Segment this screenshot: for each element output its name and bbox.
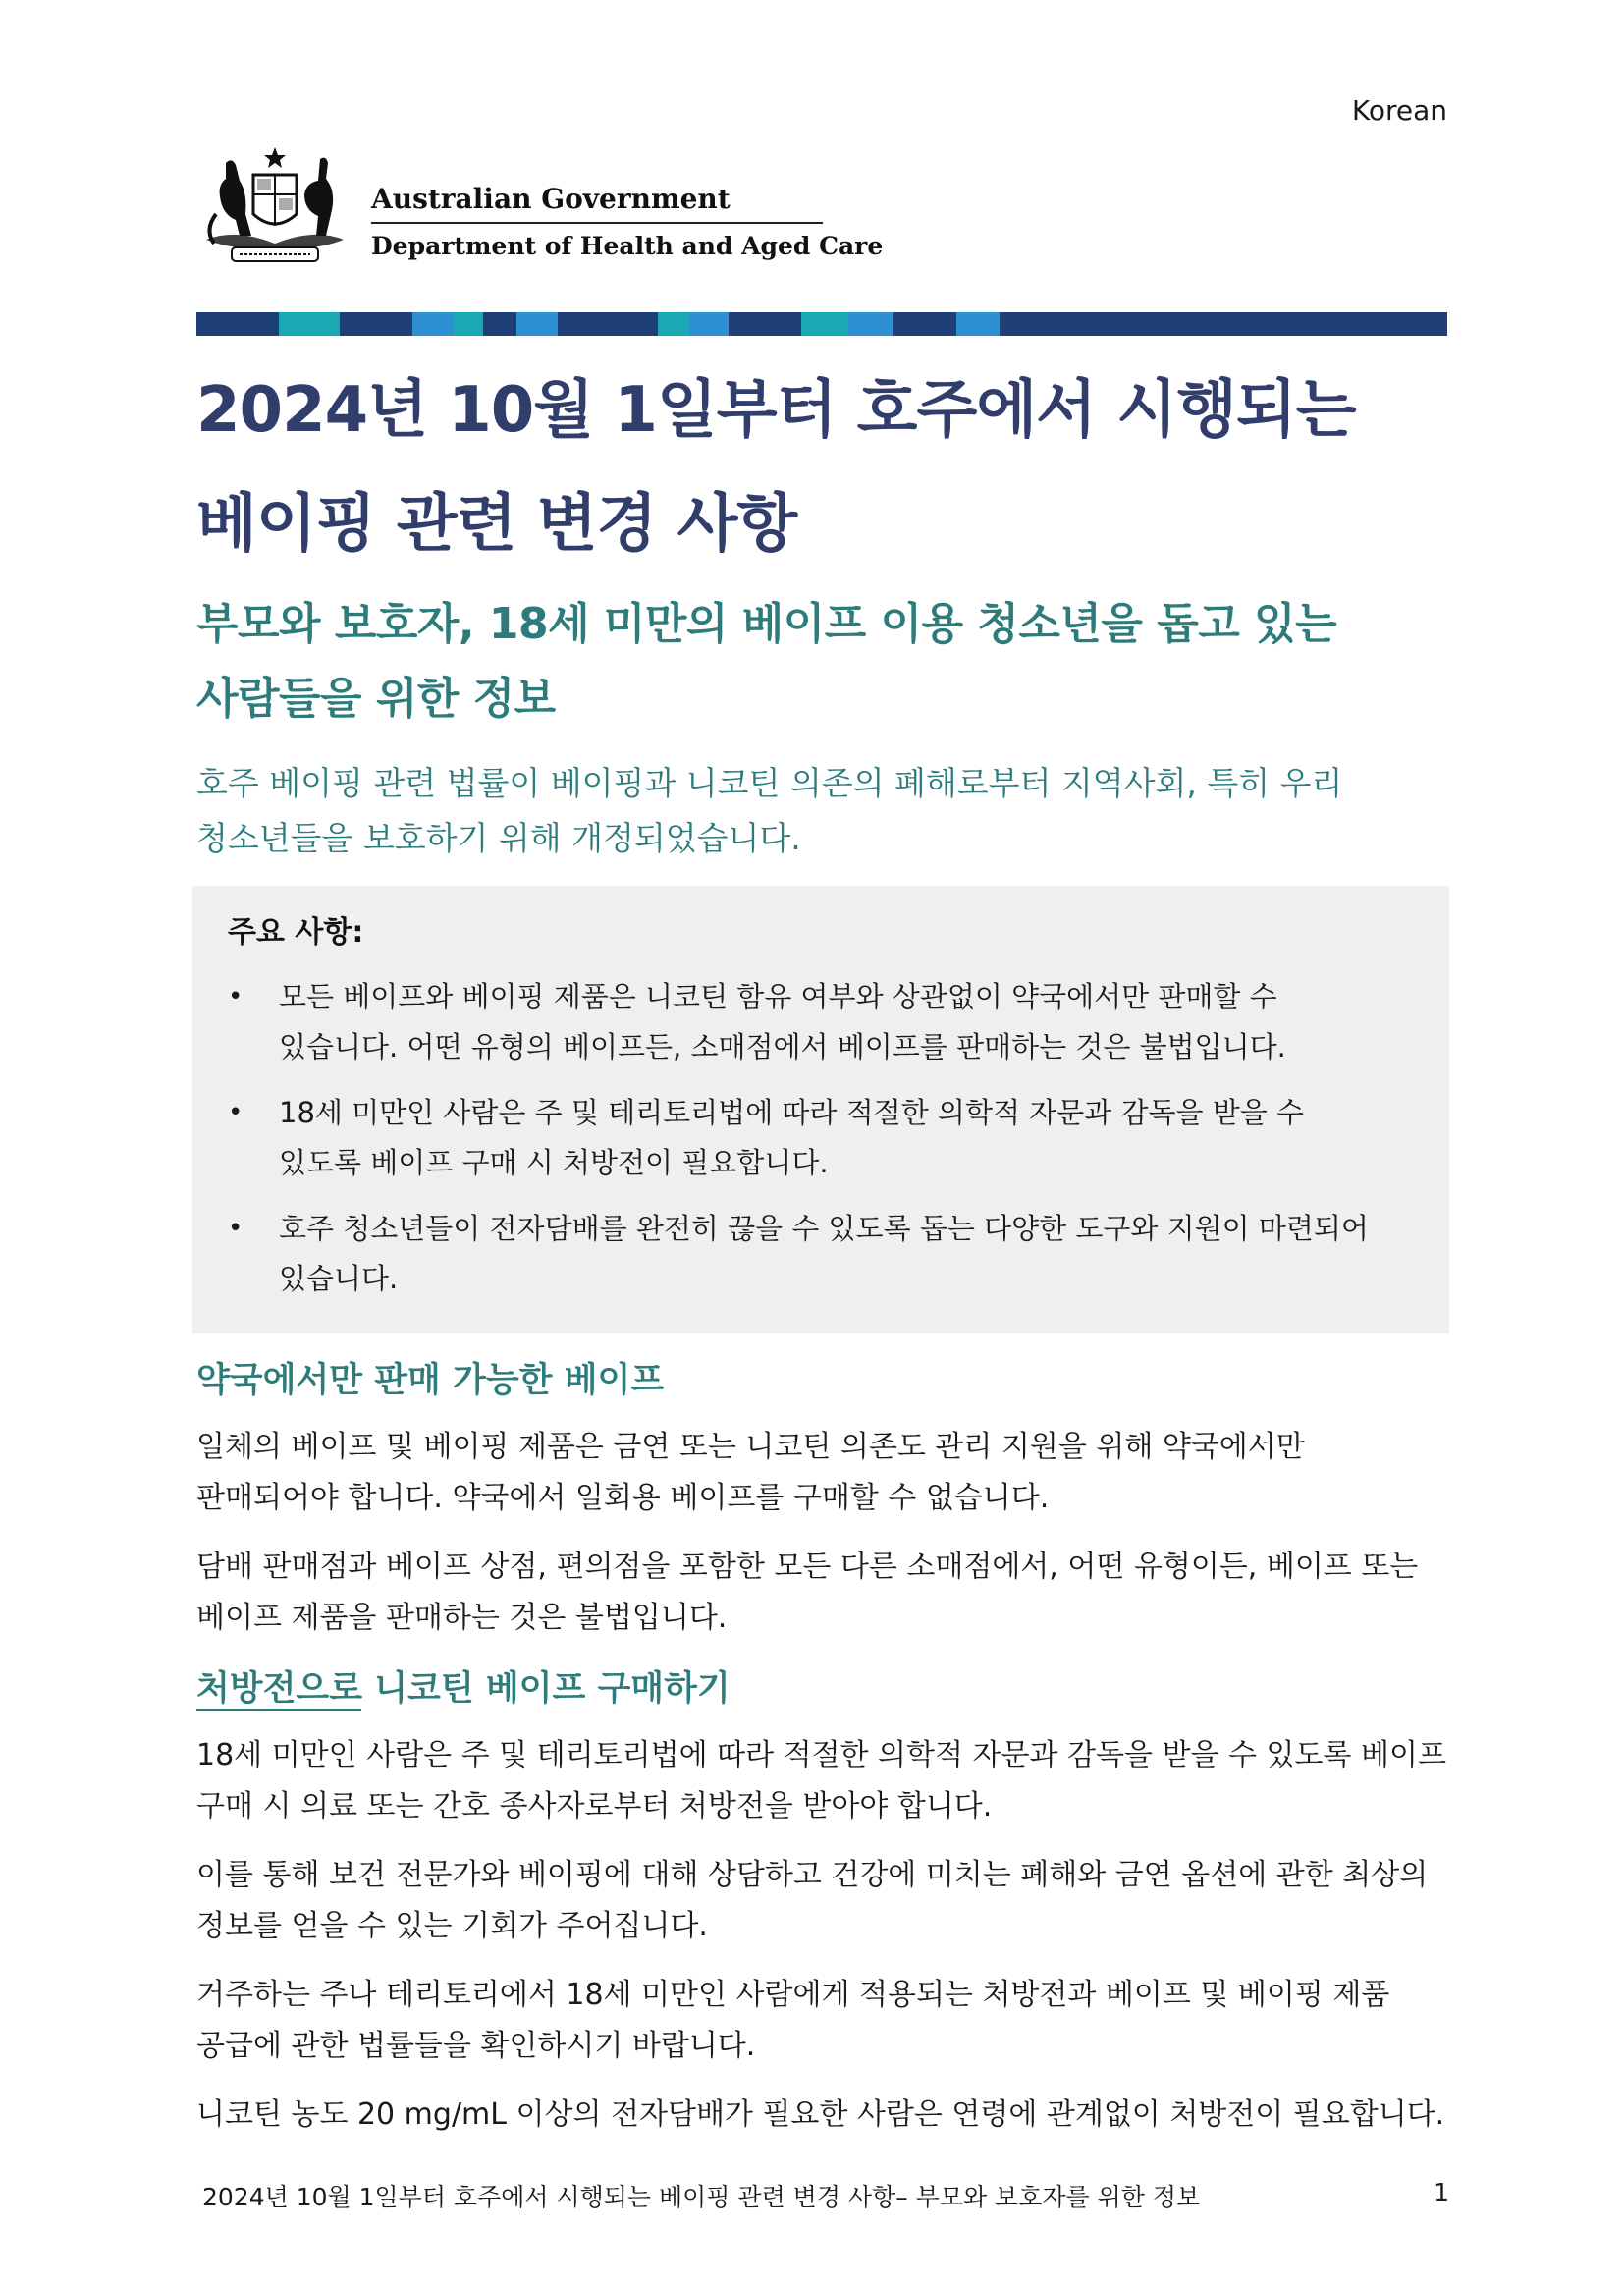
key-point-text (279, 1204, 1437, 1304)
page-subtitle-line-1: 부모와 보호자, 18세 미만의 베이프 이용 청소년을 돕고 있는 (196, 599, 1337, 649)
paragraph-line: 공급에 관한 법률들을 확인하시기 바랍니다. (196, 2029, 756, 2063)
body-paragraph (196, 1850, 1453, 1952)
key-point-text (279, 972, 1437, 1072)
paragraph-line: 판매되어야 합니다. 약국에서 일회용 베이프를 구매할 수 없습니다. (196, 1481, 1050, 1515)
bullet-icon: • (228, 1214, 244, 1243)
paragraph-line: 정보를 얻을 수 있는 기회가 주어집니다. (196, 1909, 708, 1943)
body-paragraph (196, 1970, 1453, 2072)
prescription-link[interactable]: 처방전으로 (196, 1669, 363, 1709)
paragraph-line: 거주하는 주나 테리토리에서 18세 미만인 사람에게 적용되는 처방전과 베이프 및 베이핑 제품 (196, 1978, 1390, 2012)
department-name: Department of Health and Aged Care (371, 232, 884, 260)
body-paragraph (196, 1422, 1453, 1524)
key-point-text (279, 1088, 1437, 1188)
key-point-line: 모든 베이프와 베이핑 제품은 니코틴 함유 여부와 상관없이 약국에서만 판매할 수 (279, 980, 1277, 1013)
section-heading-prescription (196, 1661, 731, 1711)
key-point-line: 18세 미만인 사람은 주 및 테리토리법에 따라 적절한 의학적 자문과 감독을 받을 수 (279, 1096, 1304, 1129)
section-heading-pharmacy-only: 약국에서만 판매 가능한 베이프 (196, 1361, 665, 1400)
paragraph-line: 베이프 제품을 판매하는 것은 불법입니다. (196, 1601, 728, 1635)
key-point-item (228, 972, 1426, 1080)
key-point-line: 있도록 베이프 구매 시 처방전이 필요합니다. (279, 1146, 829, 1179)
page-number: 1 (1434, 2178, 1449, 2206)
paragraph-line: 이를 통해 보건 전문가와 베이핑에 대해 상담하고 건강에 미치는 폐해와 금연 옵션에 관한 최상의 (196, 1858, 1429, 1892)
page-footer: 2024년 10월 1일부터 호주에서 시행되는 베이핑 관련 변경 사항– 부모와 보호자를 위한 정보 (202, 2183, 1201, 2211)
key-point-item (228, 1204, 1426, 1312)
lead-line-2: 청소년들을 보호하기 위해 개정되었습니다. (196, 819, 801, 857)
page-title-line-2: 베이핑 관련 변경 사항 (196, 488, 797, 561)
body-paragraph (196, 2090, 1453, 2141)
page-title (196, 354, 1453, 581)
lead-paragraph (196, 756, 1453, 866)
body-paragraph (196, 1542, 1453, 1644)
key-point-line: 있습니다. 어떤 유형의 베이프든, 소매점에서 베이프를 판매하는 것은 불법입니다. (279, 1030, 1286, 1063)
key-point-line: 호주 청소년들이 전자담배를 완전히 끊을 수 있도록 돕는 다양한 도구와 지원이 마련되어 (279, 1212, 1369, 1245)
paragraph-line: 니코틴 농도 20 mg/mL 이상의 전자담배가 필요한 사람은 연령에 관계없이 처방전이 필요합니다. (196, 2097, 1445, 2132)
bullet-icon: • (228, 1098, 244, 1127)
paragraph-line: 일체의 베이프 및 베이핑 제품은 금연 또는 니코틴 의존도 관리 지원을 위해 약국에서만 (196, 1430, 1305, 1464)
paragraph-line: 구매 시 의료 또는 간호 종사자로부터 처방전을 받아야 합니다. (196, 1789, 993, 1823)
link-underline (196, 1709, 361, 1711)
body-paragraph (196, 1730, 1453, 1832)
page-title-line-1: 2024년 10월 1일부터 호주에서 시행되는 (196, 374, 1356, 447)
key-point-item (228, 1088, 1426, 1196)
key-points-title: 주요 사항: (228, 915, 364, 950)
language-label: Korean (1351, 94, 1447, 127)
government-name: Australian Government (371, 183, 731, 215)
page-subtitle-line-2: 사람들을 위한 정보 (196, 674, 556, 724)
paragraph-line: 담배 판매점과 베이프 상점, 편의점을 포함한 모든 다른 소매점에서, 어떤 유형이든, 베이프 또는 (196, 1550, 1419, 1584)
key-point-line: 있습니다. (279, 1262, 399, 1295)
bullet-icon: • (228, 982, 244, 1011)
coat-of-arms-icon (196, 145, 353, 265)
paragraph-line: 18세 미만인 사람은 주 및 테리토리법에 따라 적절한 의학적 자문과 감독을 받을 수 있도록 베이프 (196, 1738, 1446, 1772)
brand-color-band (196, 312, 1447, 336)
page-subtitle (196, 587, 1453, 736)
header-divider (371, 222, 823, 224)
lead-line-1: 호주 베이핑 관련 법률이 베이핑과 니코틴 의존의 폐해로부터 지역사회, 특히 우리 (196, 764, 1343, 802)
section-heading-rest: 니코틴 베이프 구매하기 (362, 1669, 731, 1709)
